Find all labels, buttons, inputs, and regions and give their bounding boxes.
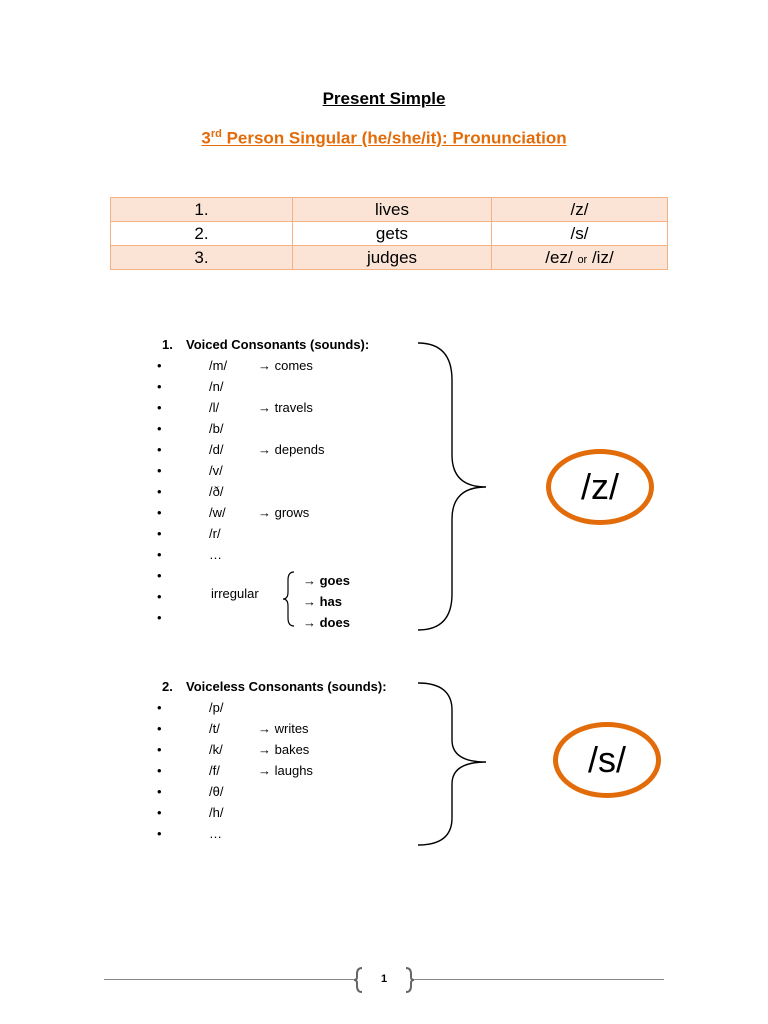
table-cell-word: gets — [293, 222, 492, 246]
list-item: • /m/ → comes — [0, 355, 768, 376]
table-cell-sound: /z/ — [492, 198, 668, 222]
list-item: • /w/ → grows — [0, 502, 768, 523]
example-text: → grows — [258, 505, 310, 520]
subtitle-superscript: rd — [210, 128, 222, 140]
result-text: /s/ — [587, 739, 626, 780]
sound-text: … — [209, 826, 222, 841]
irregular-example: → has — [303, 594, 343, 609]
footer-divider — [104, 979, 354, 980]
table-cell-number: 2. — [111, 222, 293, 246]
subtitle-text: Person Singular (he/she/it): Pronunciation — [221, 128, 567, 148]
irregular-examples — [303, 570, 350, 633]
example-text: → bakes — [258, 742, 310, 757]
voiced-brace-icon — [416, 340, 491, 634]
list-item: • … — [0, 544, 768, 565]
sound-iz: /iz/ — [591, 247, 614, 267]
list-item: • /t/ → writes — [0, 718, 768, 739]
table-row — [111, 222, 668, 246]
sound-text: /d/ — [209, 442, 224, 457]
result-text: /z/ — [580, 466, 619, 507]
table-cell-sound — [492, 246, 668, 270]
list-item: • /θ/ — [0, 781, 768, 802]
sound-text: /b/ — [209, 421, 224, 436]
page-subtitle — [0, 128, 768, 149]
list-item: • /v/ — [0, 460, 768, 481]
table-cell-word: lives — [293, 198, 492, 222]
list-item: • /f/ → laughs — [0, 760, 768, 781]
example-text: → writes — [258, 721, 309, 736]
list-item: • /h/ — [0, 802, 768, 823]
sound-text: /m/ — [209, 358, 228, 373]
table-row — [111, 198, 668, 222]
sound-ez: /ez/ — [545, 247, 573, 267]
or-text: or — [577, 253, 588, 266]
sound-text: /v/ — [209, 463, 223, 478]
sound-text: /l/ — [209, 400, 220, 415]
sound-text: /n/ — [209, 379, 224, 394]
example-text: → travels — [258, 400, 313, 415]
list-item: • /b/ — [0, 418, 768, 439]
list-item: • /p/ — [0, 697, 768, 718]
table-cell-sound: /s/ — [492, 222, 668, 246]
voiceless-brace-icon — [416, 680, 491, 848]
list-item: • — [157, 568, 162, 583]
voiceless-section-heading: Voiceless Consonants (sounds): — [186, 679, 387, 694]
table-cell-number: 3. — [111, 246, 293, 270]
list-item: • … — [0, 823, 768, 844]
list-item: • /d/ → depends — [0, 439, 768, 460]
sound-text: … — [209, 547, 222, 562]
footer-divider — [412, 979, 664, 980]
irregular-brace-icon — [282, 570, 298, 628]
page-number: 1 — [380, 973, 388, 985]
irregular-label: irregular — [211, 586, 259, 601]
sound-text: /θ/ — [209, 784, 224, 799]
voiced-section-number: 1. — [162, 337, 173, 352]
table-cell-word: judges — [293, 246, 492, 270]
list-item: • /k/ → bakes — [0, 739, 768, 760]
sound-text: /h/ — [209, 805, 224, 820]
voiced-section-heading: Voiced Consonants (sounds): — [186, 337, 370, 352]
sound-text: /f/ — [209, 763, 220, 778]
subtitle-number: 3 — [201, 128, 211, 148]
list-item: • — [157, 589, 162, 604]
table-row — [111, 246, 668, 270]
list-item: • — [157, 610, 162, 625]
example-text: → laughs — [258, 763, 313, 778]
result-circle-s — [553, 722, 661, 798]
pronunciation-table — [110, 197, 668, 270]
sound-text: /t/ — [209, 721, 220, 736]
example-text: → depends — [258, 442, 325, 457]
list-item: • /ð/ — [0, 481, 768, 502]
list-item: • /r/ — [0, 523, 768, 544]
sound-text: /r/ — [209, 526, 221, 541]
example-text: → comes — [258, 358, 313, 373]
page-title: Present Simple — [322, 89, 446, 108]
voiceless-section-number: 2. — [162, 679, 173, 694]
sound-text: /k/ — [209, 742, 223, 757]
irregular-example: → does — [303, 615, 350, 630]
table-cell-number: 1. — [111, 198, 293, 222]
sound-text: /w/ — [209, 505, 226, 520]
sound-text: /p/ — [209, 700, 224, 715]
result-circle-z — [546, 449, 654, 525]
list-item: • /l/ → travels — [0, 397, 768, 418]
list-item: • /n/ — [0, 376, 768, 397]
irregular-example: → goes — [303, 573, 350, 588]
sound-text: /ð/ — [209, 484, 224, 499]
